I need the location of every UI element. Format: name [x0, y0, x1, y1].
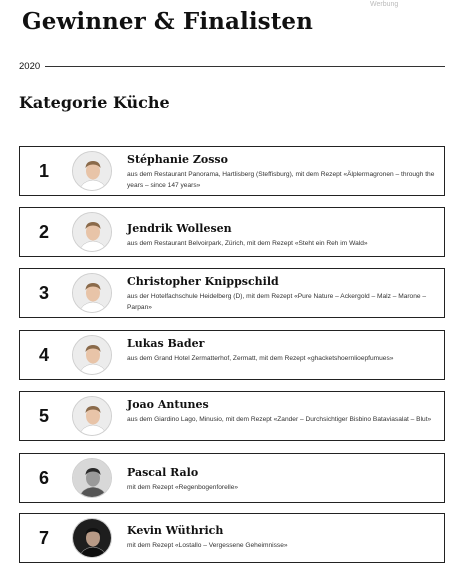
finalist-name: Christopher Knippschild: [127, 275, 279, 288]
rank-number: 2: [38, 221, 49, 242]
page-title: Gewinner & Finalisten: [22, 8, 313, 35]
avatar: [72, 151, 112, 191]
finalist-card[interactable]: [19, 146, 445, 196]
finalist-info: [127, 275, 436, 313]
portrait-photo: [73, 336, 112, 375]
finalist-info: [127, 337, 436, 364]
portrait-photo: [73, 152, 112, 191]
finalist-card[interactable]: [19, 207, 445, 257]
finalist-info: [127, 466, 436, 493]
year-label: 2020: [19, 60, 41, 72]
finalist-card[interactable]: [19, 453, 445, 503]
finalist-card[interactable]: [19, 330, 445, 380]
rank-number: 1: [38, 160, 49, 181]
finalist-description: mit dem Rezept «Regenbogenforelle»: [127, 484, 239, 491]
rank-number: 7: [38, 527, 49, 548]
year-divider: [19, 59, 445, 73]
avatar: [72, 396, 112, 436]
rank-number: 6: [38, 467, 49, 488]
finalist-description: aus dem Restaurant Belvoirpark, Zürich, mit dem Rezept «Steht ein Reh im Wald»: [127, 240, 368, 247]
finalist-name: Kevin Wüthrich: [127, 524, 224, 537]
finalist-info: [127, 524, 436, 551]
finalist-card[interactable]: [19, 268, 445, 318]
category-title: Kategorie Küche: [19, 93, 170, 112]
finalist-name: Pascal Ralo: [127, 466, 199, 479]
portrait-photo: [73, 213, 112, 252]
finalist-description: aus dem Restaurant Panorama, Hartlisberg (Steffisburg), mit dem Rezept «Älplermagronen – through the years – since 147 years»: [127, 171, 435, 189]
portrait-photo: [73, 459, 112, 498]
avatar: [72, 458, 112, 498]
avatar: [72, 518, 112, 558]
finalist-description: aus dem Giardino Lago, Minusio, mit dem Rezept «Zander – Durchsichtiger Bisbino Bataviasalat – Blut»: [127, 416, 432, 423]
finalist-card[interactable]: [19, 513, 445, 563]
avatar: [72, 273, 112, 313]
finalist-card[interactable]: [19, 391, 445, 441]
ad-label: Werbung: [370, 1, 399, 8]
portrait-photo: [73, 397, 112, 436]
finalist-info: [127, 222, 436, 249]
finalist-description: aus dem Grand Hotel Zermatterhof, Zermatt, mit dem Rezept «ghacketshoernlioepfumues»: [127, 355, 394, 362]
avatar: [72, 212, 112, 252]
divider-line: [45, 66, 445, 67]
finalist-name: Joao Antunes: [127, 398, 209, 411]
finalist-description: mit dem Rezept «Lostallo – Vergessene Geheimnisse»: [127, 542, 288, 549]
finalist-name: Lukas Bader: [127, 337, 205, 350]
rank-number: 5: [38, 405, 49, 426]
finalist-name: Jendrik Wollesen: [127, 222, 232, 235]
rank-number: 4: [38, 344, 49, 365]
portrait-photo: [73, 274, 112, 313]
portrait-photo: [73, 519, 112, 558]
finalist-info: [127, 153, 436, 191]
rank-number: 3: [38, 282, 49, 303]
finalist-description: aus der Hotelfachschule Heidelberg (D), mit dem Rezept «Pure Nature – Ackergold – Malz – Marone – Parpan»: [127, 293, 427, 311]
avatar: [72, 335, 112, 375]
finalist-name: Stéphanie Zosso: [127, 153, 228, 166]
finalist-info: [127, 398, 436, 425]
